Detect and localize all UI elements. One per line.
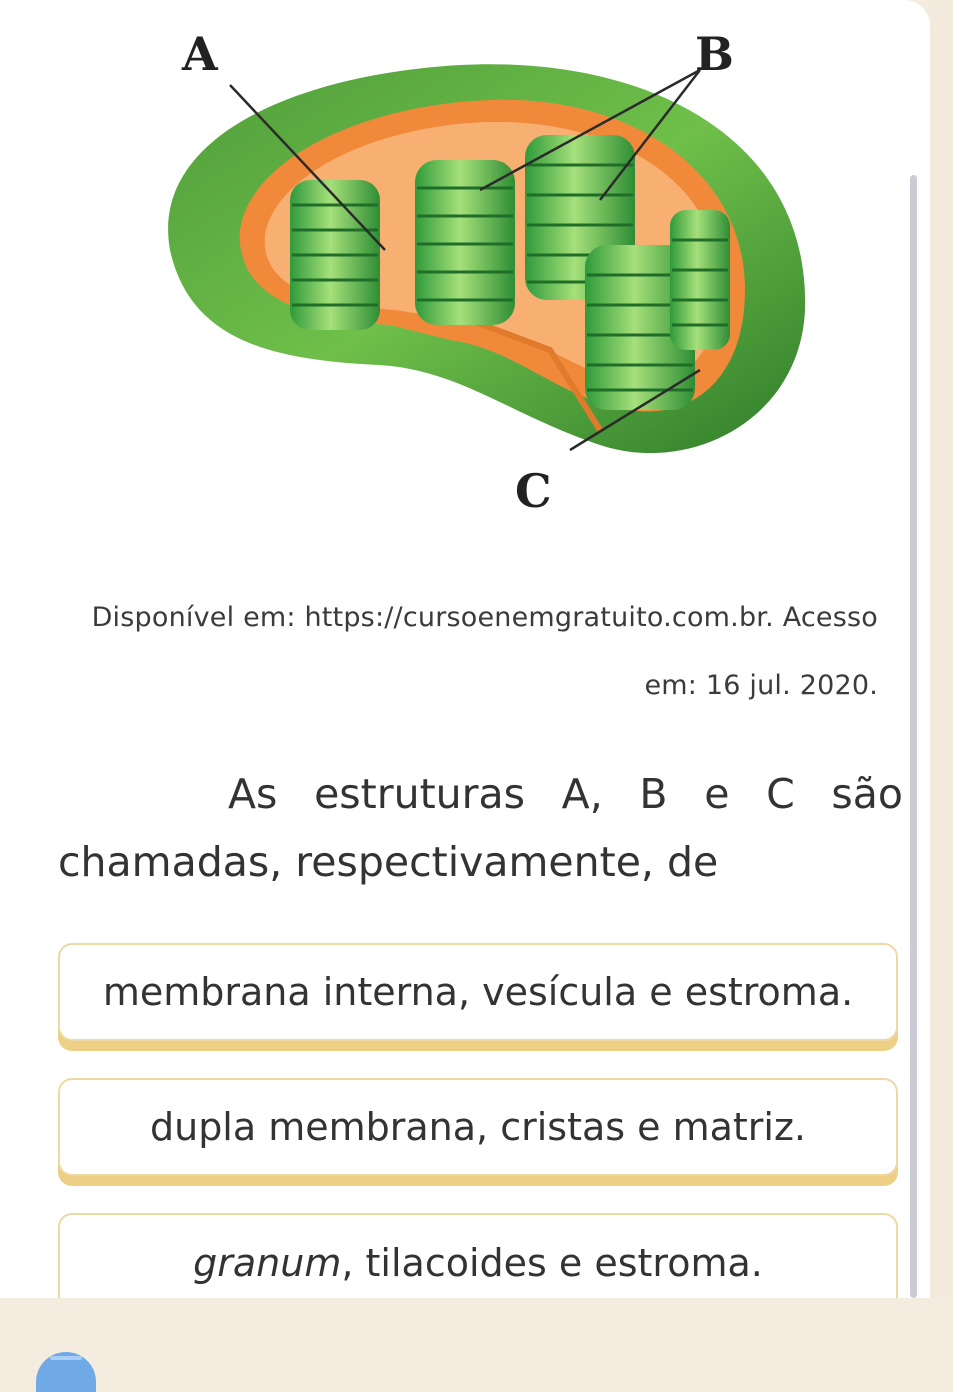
source-caption-line1: Disponível em: https://cursoenemgratuito.com.br. Acesso — [91, 602, 878, 633]
answer-option-3[interactable] — [58, 1213, 898, 1298]
chloroplast-diagram — [130, 20, 830, 530]
answer-option-3-label — [193, 1241, 763, 1285]
answer-option-3-italic: granum — [193, 1241, 342, 1285]
answer-option-3-rest: , tilacoides e estroma. — [341, 1241, 763, 1285]
label-a: A — [182, 27, 218, 81]
scrollbar[interactable] — [910, 175, 917, 1298]
answer-option-1[interactable] — [58, 943, 898, 1041]
label-b: B — [695, 27, 734, 81]
answer-option-2-label: dupla membrana, cristas e matriz. — [149, 1105, 807, 1149]
label-c: C — [515, 464, 552, 518]
answer-option-1-label: membrana interna, vesícula e estroma. — [102, 970, 854, 1014]
source-caption-line2: em: 16 jul. 2020. — [644, 670, 878, 701]
question-text-line1: As estruturas A, B e C são — [228, 770, 903, 818]
question-text-line2: chamadas, respectivamente, de — [58, 838, 719, 886]
bottom-bar — [0, 1298, 953, 1369]
answer-option-2[interactable] — [58, 1078, 898, 1176]
card-edge — [930, 0, 953, 1298]
